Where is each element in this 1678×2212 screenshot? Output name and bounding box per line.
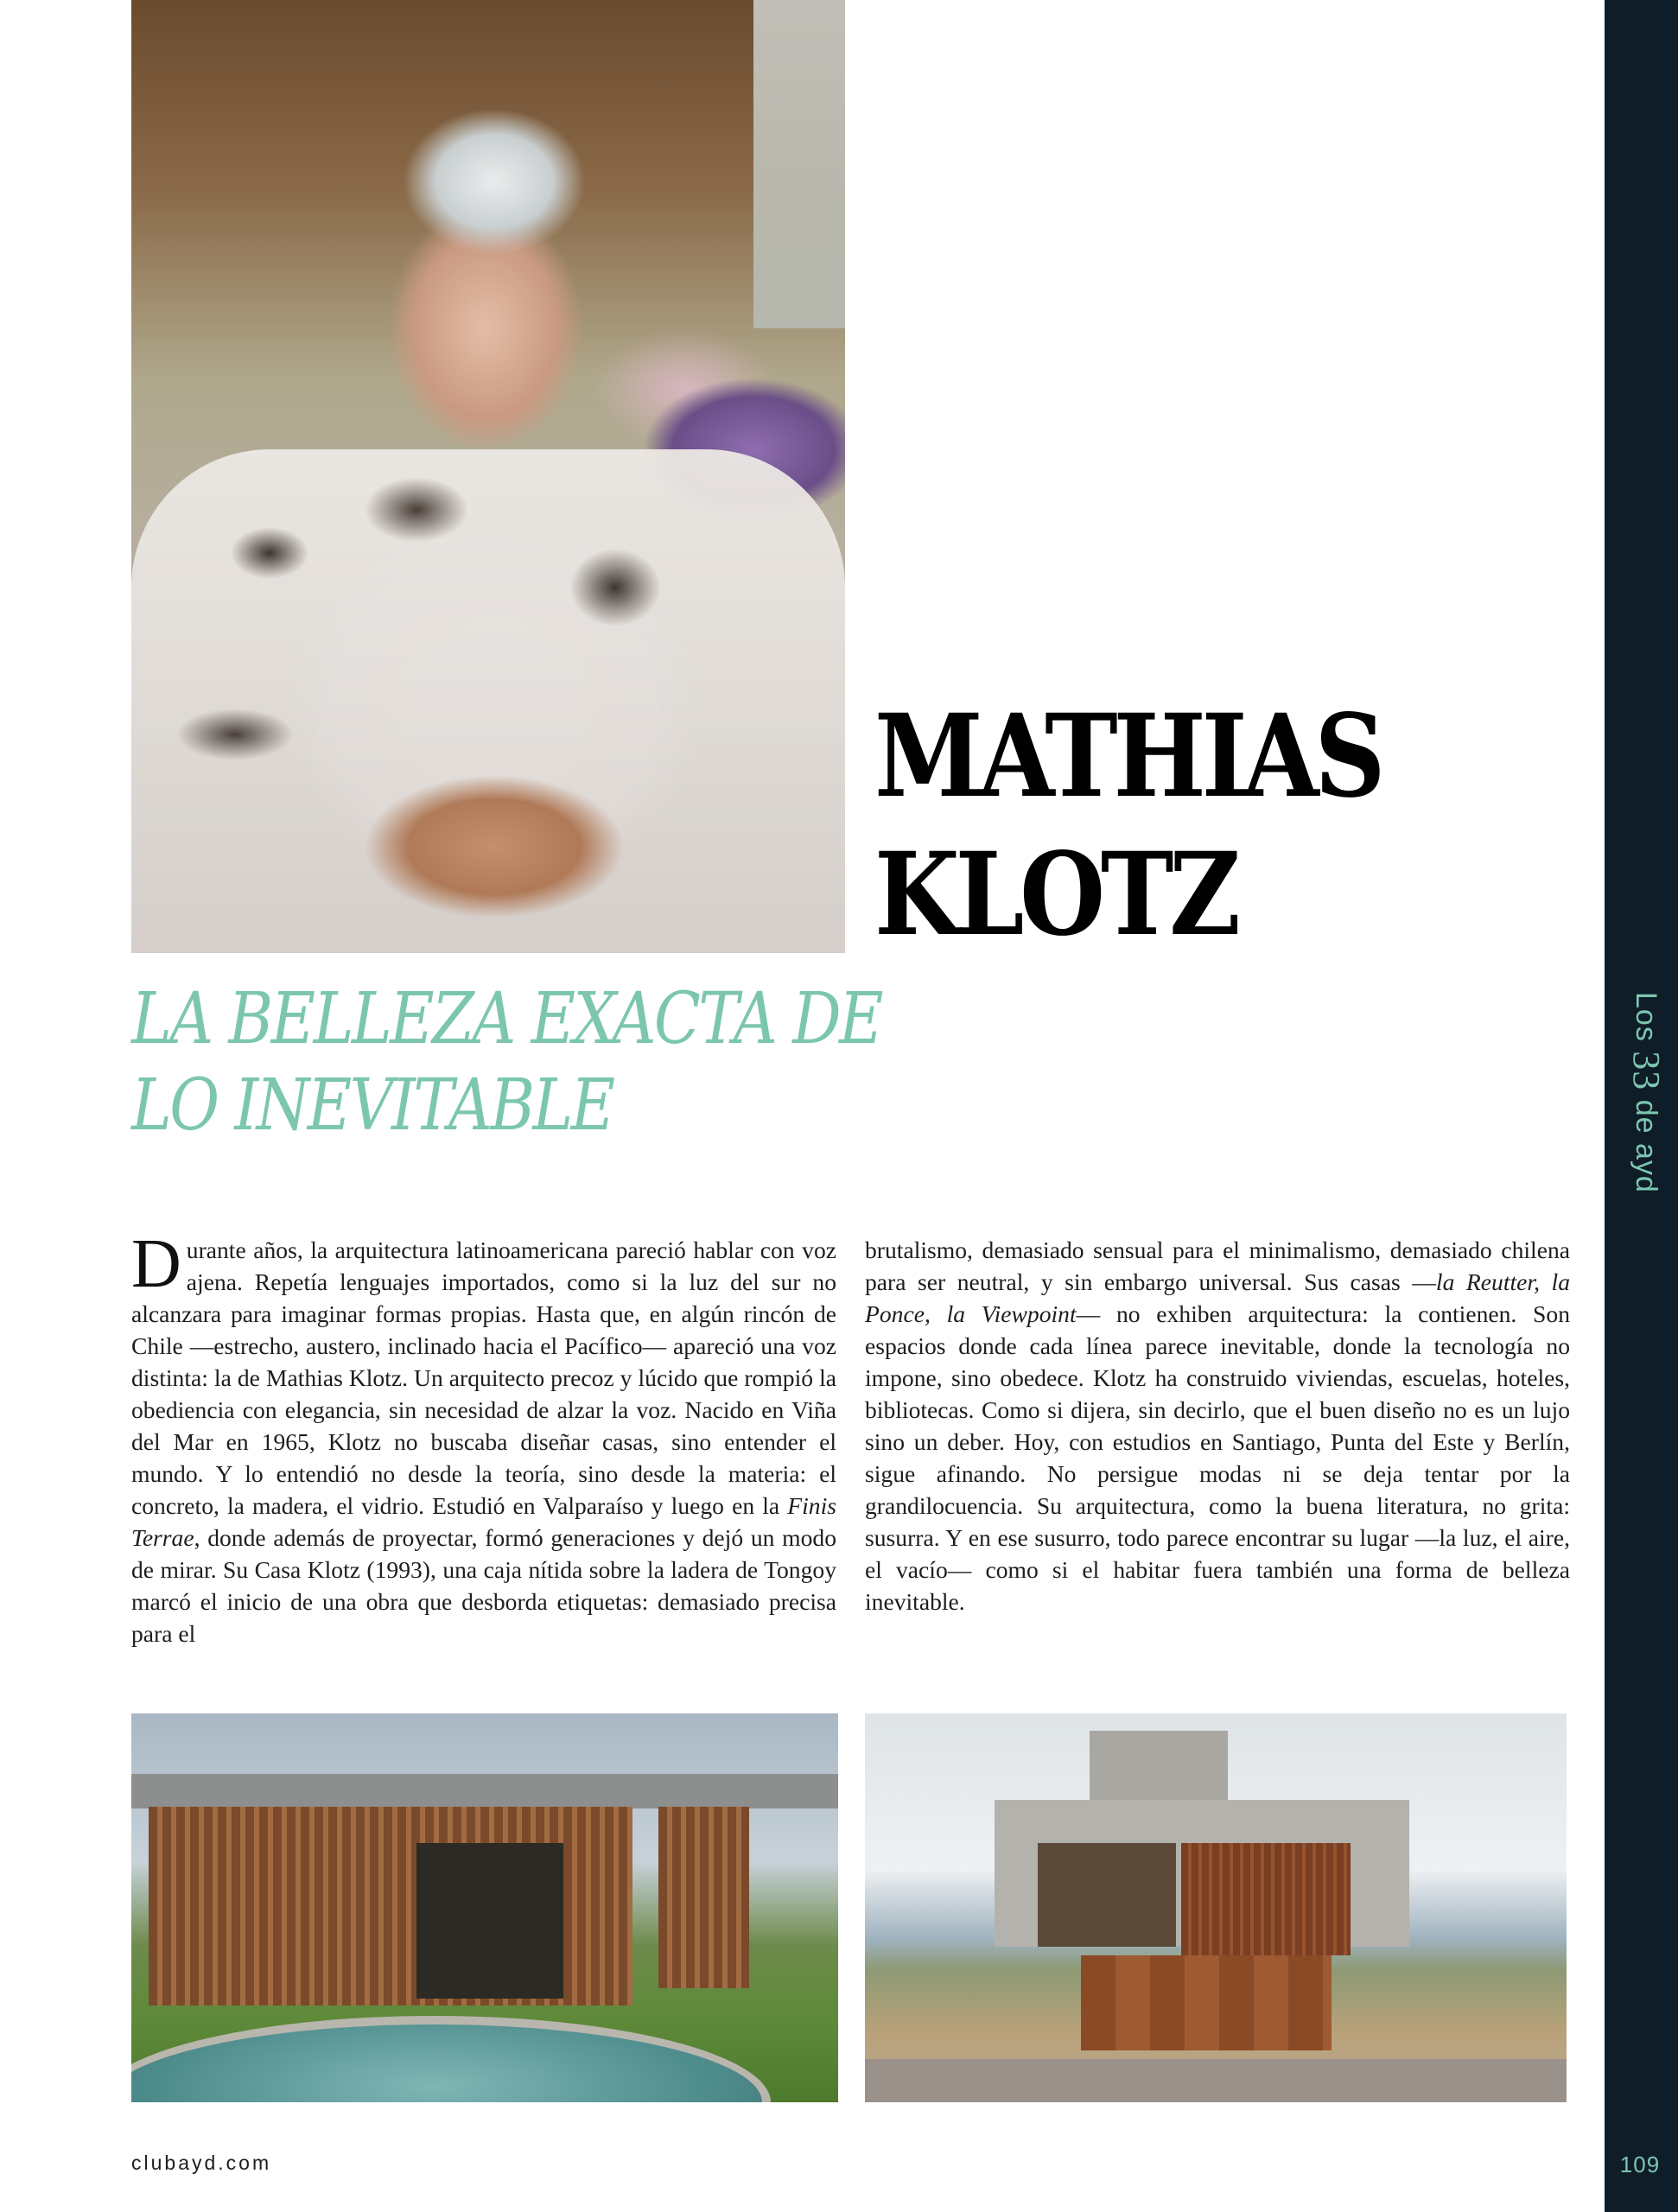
- portrait-photo: [131, 0, 845, 953]
- article-subtitle: [131, 976, 1023, 1149]
- subtitle-line-2: LO INEVITABLE: [131, 1065, 613, 1147]
- wood-slat-panel: [658, 1807, 749, 1988]
- window-glass: [1038, 1843, 1176, 1947]
- article-title: [874, 688, 1484, 964]
- body-column-right: [865, 1234, 1570, 1618]
- body-column-left: [131, 1226, 836, 1649]
- house-photo-left: [131, 1713, 838, 2102]
- road: [865, 2059, 1567, 2102]
- house-opening: [416, 1843, 563, 1999]
- shirt-figure: [131, 449, 845, 953]
- page-number: 109: [1619, 2152, 1661, 2177]
- title-line-1: MATHIAS: [874, 690, 1382, 823]
- window-background: [753, 0, 845, 328]
- pool: [131, 2016, 771, 2102]
- house-photo-right: [865, 1713, 1567, 2102]
- title-line-2: KLOTZ: [874, 828, 1236, 962]
- subtitle-line-1: LA BELLEZA EXACTA DE: [131, 978, 881, 1060]
- roof-slab: [131, 1774, 838, 1808]
- garage-doors: [1081, 1955, 1332, 2050]
- footer-website: clubayd.com: [131, 2152, 272, 2174]
- body-paragraph: brutalismo, demasiado sensual para el minimalismo, demasiado chilena para ser neutral, y sin embargo universal. Sus casas —la Reutter, la Ponce, la Viewpoint— no exhiben arquitectura: la contienen. Son espacios donde cada línea parece inevitable, donde la tecnología no impone, sino obedece. Klotz ha construido viviendas, escuelas, hoteles, bibliotecas. Como si dijera, sin decirlo, que el buen diseño no es un lujo sino un deber. Hoy, con estudios en Santiago, Punta del Este y Berlín, sigue afinando. No persigue modas ni se deja tentar por la grandilocuencia. Su arquitectura, como la buena literatura, no grita: susurra. Y en ese susurro, todo parece encontrar su lugar —la luz, el aire, el vacío— como si el habitar fuera también una forma de belleza inevitable.: [865, 1236, 1571, 1615]
- sidebar-section-label: Los 33 de ayd: [1625, 992, 1668, 1193]
- body-paragraph: Durante años, la arquitectura latinoamericana pareció hablar con voz ajena. Repetía lenguajes importados, como si la luz del sur no alcanzara para imaginar formas propias. Hasta que, en algún rincón de Chile —estrecho, austero, inclinado hacia el Pacífico— apareció una voz distinta: la de Mathias Klotz. Un arquitecto precoz y lúcido que rompió la obediencia con elegancia, sin necesidad de alzar la voz. Nacido en Viña del Mar en 1965, Klotz no buscaba diseñar casas, sino entender el mundo. Y lo entendió no desde la teoría, sino desde la materia: el concreto, la madera, el vidrio. Estudió en Valparaíso y luego en la Finis Terrae, donde además de proyectar, formó generaciones y dejó un modo de mirar. Su Casa Klotz (1993), una caja nítida sobre la ladera de Tongoy marcó el inicio de una obra que desborda etiquetas: demasiado precisa para el: [131, 1226, 836, 1647]
- drop-cap: D: [131, 1226, 181, 1302]
- wood-cladding: [1181, 1843, 1351, 1955]
